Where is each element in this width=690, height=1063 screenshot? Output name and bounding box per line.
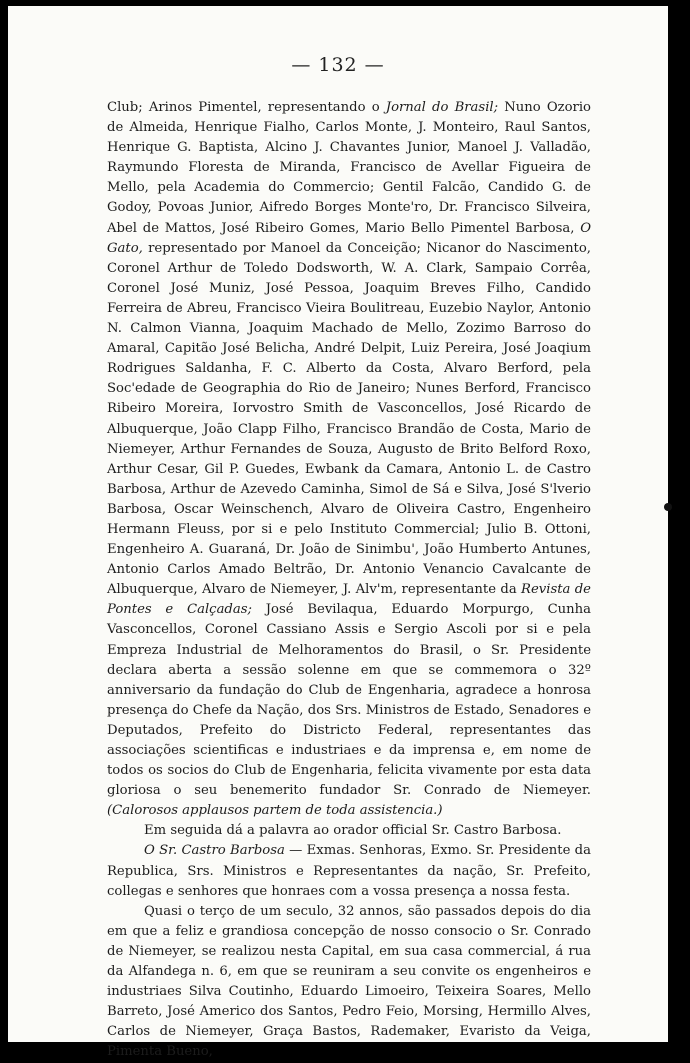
italic-run-newspaper: Jornal do Brasil;	[385, 100, 499, 115]
paragraph-speech-body	[107, 902, 591, 1063]
paragraph-orator-introduction	[107, 821, 591, 841]
paragraph-attendee-list	[107, 98, 591, 821]
scan-artifact-dot	[664, 503, 672, 511]
italic-run-speaker: O Sr. Castro Barbosa	[144, 843, 285, 859]
paragraph-speech-opening	[107, 841, 591, 901]
text-run: — Exmas. Senhoras, Exmo. Sr. Presidente da Republica, Srs. Ministros e Representantes da nação, Sr. Prefeito, collegas e senhores que honraes com a vossa presença a nossa festa.	[107, 843, 591, 899]
body-text	[107, 98, 591, 1063]
text-run: José Bevilaqua, Eduardo Morpurgo, Cunha Vasconcellos, Coronel Cassiano Assis e Sergio Ascoli por si e pela Empreza Industrial de Melhoramentos do Brasil, o Sr. Presidente declara aberta a sessão solenne em que se commemora o 32º anniversario da fundação do Club de Engenharia, agradece a honrosa presença do Chefe da Nação, dos Srs. Ministros de Estado, Senadores e Deputados, Prefeito do Districto Federal, representantes das associações scientificas e industriaes e da imprensa e, em nome de todos os socios do Club de Engenharia, felicita vivamente por esta data gloriosa o seu benemerito fundador Sr. Conrado de Niemeyer.	[107, 602, 592, 799]
page-number: — 132 —	[291, 54, 385, 76]
document-page	[8, 6, 668, 1060]
text-run: Club; Arinos Pimentel, representando o	[107, 100, 386, 115]
italic-run-applause: (Calorosos applausos partem de toda assistencia.)	[107, 803, 443, 819]
text-run: representado por Manoel da Conceição; Nicanor do Nascimento, Coronel Arthur de Toledo Dodsworth, W. A. Clark, Sampaio Corrêa, Coronel José Muniz, José Pessoa, Joaquim Breves Filho, Candido Ferreira de Abreu, Francisco Vieira Boulitreau, Euzebio Naylor, Antonio N. Calmon Vianna, Joaquim Machado de Mello, Zozimo Barroso do Amaral, Capitão José Belicha, André Delpit, Luiz Pereira, José Joaqium Rodrigues Saldanha, F. C. Alberto da Costa, Alvaro Berford, pela Soc'edade de Geographia do Rio de Janeiro; Nunes Berford, Francisco Ribeiro Moreira, Iorvostro Smith de Vasconcellos, José Ricardo de Albuquerque, João Clapp Filho, Francisco Brandão de Costa, Mario de Niemeyer, Arthur Fernandes de Souza, Augusto de Brito Belford Roxo, Arthur Cesar, Gil P. Guedes, Ewbank da Camara, Antonio L. de Castro Barbosa, Arthur de Azevedo Caminha, Simol de Sá e Silva, José S'lverio Barbosa, Oscar Weinschench, Alvaro de Oliveira Castro, Engenheiro Hermann Fleuss, por si e pelo Instituto Commercial; Julio B. Ottoni, Engenheiro A. Guaraná, Dr. João de Sinimbu', João Humberto Antunes, Antonio Carlos Amado Beltrão, Dr. Antonio Venancio Cavalcante de Albuquerque, Alvaro de Niemeyer, J. Alv'm, representante da	[107, 240, 591, 598]
italic-run-journal: Revista de Pontes e Calçadas;	[107, 582, 591, 618]
italic-run-publication: O Gato,	[107, 220, 591, 256]
text-run: Nuno Ozorio de Almeida, Henrique Fialho, Carlos Monte, J. Monteiro, Raul Santos, Henrique G. Baptista, Alcino J. Chavantes Junior, Manoel J. Valladão, Raymundo Floresta de Miranda, Francisco de Avellar Figueira de Mello, pela Academia do Commercio; Gentil Falcão, Candido G. de Godoy, Povoas Junior, Aifredo Borges Monte'ro, Dr. Francisco Silveira, Abel de Mattos, José Ribeiro Gomes, Mario Bello Pimentel Barbosa,	[107, 100, 592, 236]
text-run: Quasi o terço de um seculo, 32 annos, são passados depois do dia em que a feliz e grandiosa concepção de nosso consocio o Sr. Conrado de Niemeyer, se realizou nesta Capital, em sua casa commercial, á rua da Alfandega n. 6, em que se reuniram a seu convite os engenheiros e industriaes Silva Coutinho, Eduardo Limoeiro, Teixeira Soares, Mello Barreto, José Americo dos Santos, Pedro Feio, Morsing, Hermillo Alves, Carlos de Niemeyer, Graça Bastos, Rademaker, Evaristo da Veiga, Pimenta Bueno,	[107, 903, 591, 1060]
text-run: Em seguida dá a palavra ao orador official Sr. Castro Barbosa.	[144, 823, 562, 839]
